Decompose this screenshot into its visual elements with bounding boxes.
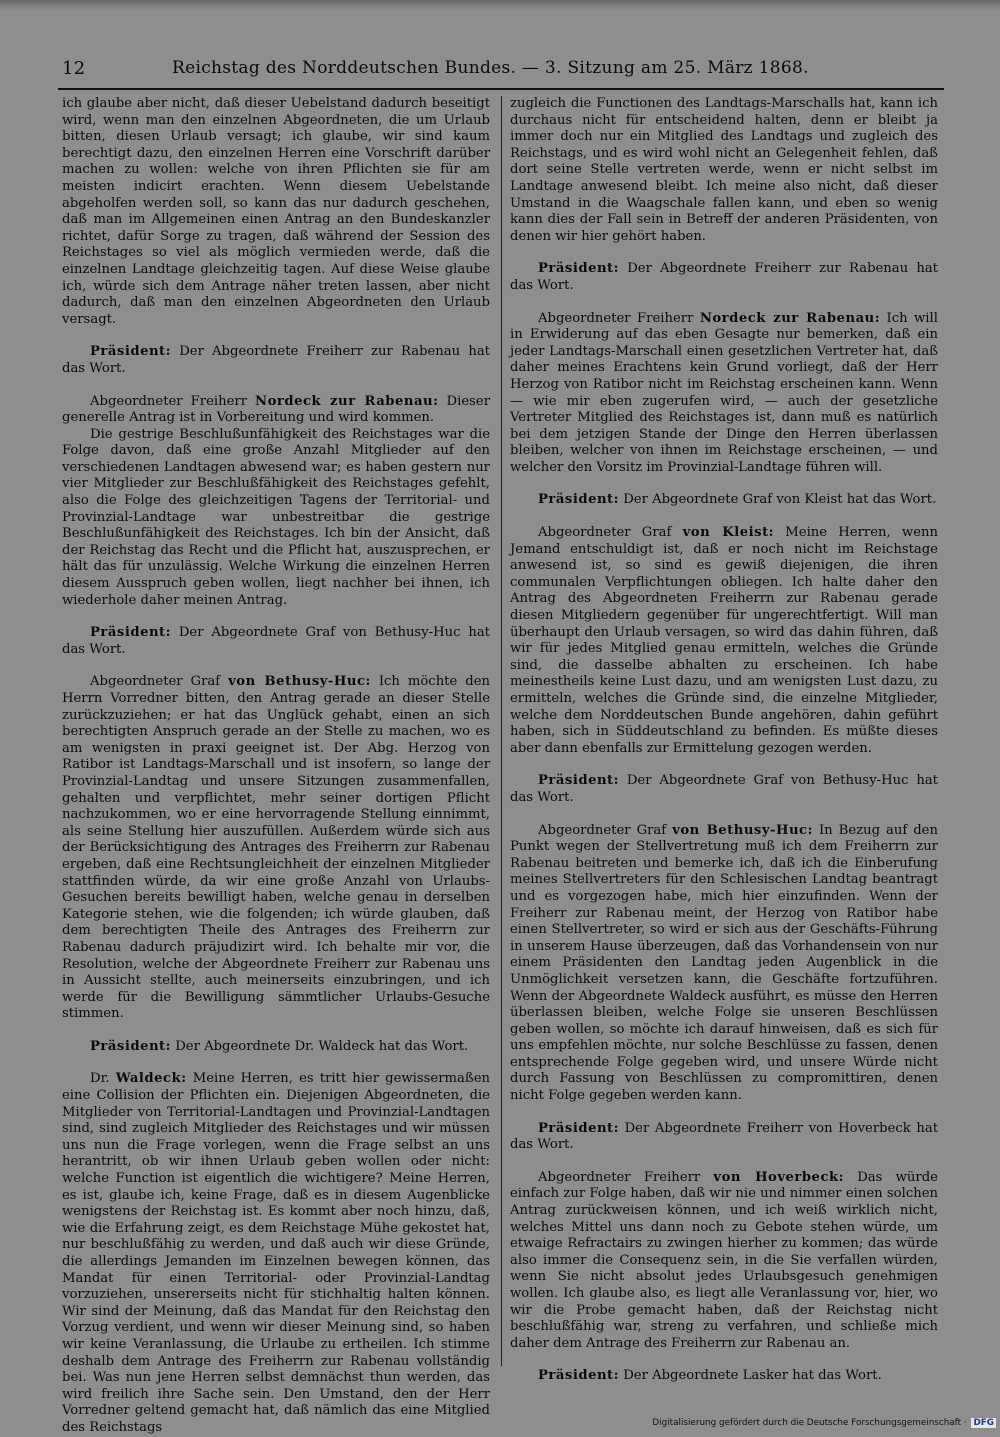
credit-text: Digitalisierung gefördert durch die Deutsche Forschungsgemeinschaft — [652, 1418, 962, 1428]
speech-paragraph — [510, 773, 938, 806]
speaker-prefix: Dr. — [90, 1071, 110, 1087]
speech-text: Dieser generelle Antrag ist in Vorbereitung und wird kommen. — [62, 393, 491, 426]
column-rule — [501, 96, 502, 1366]
speech-text: Der Abgeordnete Lasker hat das Wort. — [623, 1368, 882, 1384]
speaker-name: Präsident: — [538, 1120, 620, 1136]
speech-text: Meine Herren, es tritt hier gewissermaßen eine Collision der Pflichten ein. Diejenigen Abgeordneten, die Mitglieder von Territorial-Landtagen und Provinzial-Landtagen sind, sind zugleich Mitglieder des Reichstages und wir müssen uns nun die Frage vorlegen, wenn die Frage selbst an uns herantritt, ob wir ihnen Urlaub geben wollen oder nicht: welche Function ist eigentlich die wichtigere? Meine Herren, es ist, glaube ich, keine Frage, daß es in diesem Augenblicke wenigstens der Reichstag ist. Es kommt aber noch hinzu, daß, wie die Erfahrung zeigt, es dem Reichstage Mühe gekostet hat, nur beschlußfähig zu werden, und daß auch wir diese Gründe, die allerdings Jemanden im Einzelnen bewegen können, das Mandat für einen Territorial- oder Provinzial-Landtag vorzuziehen, unsererseits nicht für stichhaltig halten können. Wir sind der Meinung, daß das Mandat für den Reichstag den Vorzug verdient, und wenn wir dieser Meinung sind, so haben wir keine Veranlassung, die Urlaube zu ertheilen. Ich stimme deshalb dem Antrage des Freiherrn zur Rabenau vollständig bei. Was nun jene Herren selbst demnächst thun werden, das wird freilich ihre Sache sein. Den Umstand, den der Herr Vorredner geltend gemacht hat, daß nämlich das eine Mitglied des Reichstags — [62, 1071, 490, 1435]
paragraph — [62, 96, 490, 328]
speech-text: Der Abgeordnete Graf von Bethusy-Huc hat das Wort. — [62, 625, 490, 657]
header-rule — [58, 88, 944, 90]
speech-paragraph — [62, 625, 490, 658]
speaker-name: Präsident: — [90, 344, 172, 360]
speech-paragraph — [62, 674, 490, 1022]
speech-text: Meine Herren, wenn Jemand entschuldigt ist, daß er noch nicht im Reichstage anwesend ist, so sind es gewiß diejenigen, die ihren communalen Verpflichtungen obliegen. Ich halte daher den Antrag des Abgeordneten Freiherrn zur Rabenau gerade diesen Mitgliedern gegenüber für ungerechtfertigt. Will man überhaupt den Urlaub versagen, so wird das dahin führen, daß wir für jedes Mitglied genau ermitteln, welches die Gründe sind, die dasselbe abhalten zu erscheinen. Ich habe meinestheils keine Lust dazu, und am wenigsten Lust dazu, zu ermitteln, welches die Gründe sind, die einzelne Mitglieder, welche dem Norddeutschen Bunde angehören, dahin geführt haben, sich in Süddeutschland zu befinden. Es müßte dieses aber dann ebenfalls zur Ermittelung gezogen werden. — [510, 525, 938, 756]
speaker-prefix: Abgeordneter Graf — [538, 822, 667, 838]
scan-edge — [0, 0, 1000, 10]
speaker-name: Präsident: — [538, 773, 620, 789]
speech-paragraph — [510, 492, 938, 509]
right-column — [510, 96, 938, 1384]
speech-text: Das würde einfach zur Folge haben, daß wir nie und nimmer einen solchen Antrag zurückweisen können, und ich weiß wirklich nicht, welches Mittel uns dann noch zu Gebote stehen würde, um etwaige Refractairs zu zwingen hierher zu kommen; das würde also immer die Consequenz sein, in die Sie verfallen würden, wenn Sie nicht absolut jedes Urlaubsgesuch genehmigen wollen. Ich glaube also, es liegt alle Veranlassung vor, hier, wo wir die Probe gemacht haben, daß der Reichstag nicht beschlußfähig war, streng zu verfahren, und schließe mich daher dem Antrage des Freiherrn zur Rabenau an. — [510, 1169, 938, 1351]
speaker-prefix: Abgeordneter Freiherr — [538, 1169, 701, 1185]
speech-text: Der Abgeordnete Freiherr zur Rabenau hat das Wort. — [510, 261, 938, 293]
speaker-prefix: Abgeordneter Freiherr — [90, 393, 248, 409]
speech-paragraph — [510, 525, 938, 757]
speaker-name: Präsident: — [90, 1038, 172, 1054]
speaker-prefix: Abgeordneter Graf — [90, 674, 221, 690]
speech-paragraph — [510, 1170, 938, 1353]
speaker-name: von Kleist: — [682, 525, 775, 541]
paragraph — [62, 427, 490, 610]
speech-paragraph — [510, 261, 938, 294]
page-header — [62, 56, 942, 86]
speaker-prefix: Abgeordneter Freiherr — [538, 310, 694, 326]
speaker-name: von Bethusy-Huc: — [228, 674, 371, 690]
speech-text: Der Abgeordnete Dr. Waldeck hat das Wort. — [175, 1038, 469, 1054]
speech-text: Ich möchte den Herrn Vorredner bitten, den Antrag gerade an dieser Stelle zurückzuziehen; er hat das Unglück gehabt, einen an sich berechtigten Anspruch gerade an der Stelle zu machen, wo es am wenigsten in praxi geeignet ist. Der Abg. Herzog von Ratibor ist Landtags-Marschall und ist insofern, so lange der Provinzial-Landtag und unsere Sitzungen zusammenfallen, gehalten und verpflichtet, mehr seiner dortigen Pflicht nachzukommen, wo er eine hervorragende Stellung einnimmt, als seine Stellung hier auszufüllen. Außerdem würde sich aus der Berücksichtigung des Antrages des Freiherrn zur Rabenau ergeben, daß eine Rechtsungleichheit der einzelnen Mitglieder stattfinden würde, da wir eine große Anzahl von Urlaubs-Gesuchen bereits bewilligt haben, welche genau in derselben Kategorie stehen, wie die folgenden; ich würde glauben, daß dem berechtigten Theile des Antrages des Freiherrn zur Rabenau dadurch präjudizirt wird. Ich behalte mir vor, die Resolution, welche der Abgeordnete Freiherr zur Rabenau uns in Aussicht stellte, auch meinerseits einzubringen, und ich werde für die Bewilligung sämmtlicher Urlaubs-Gesuche stimmen. — [62, 674, 490, 1022]
speech-text: Der Abgeordnete Freiherr zur Rabenau hat das Wort. — [62, 344, 490, 376]
speaker-prefix: Abgeordneter Graf — [538, 525, 672, 541]
paragraph-text: ich glaube aber nicht, daß dieser Uebelstand dadurch beseitigt wird, wenn man den einzelnen Abgeordneten, die um Urlaub bitten, diesen Urlaub versagt; ich glaube, wir sind kaum berechtigt dazu, den einzelnen Herren eine Vorschrift darüber machen zu wollen: welche von ihren Pflichten sie für am meisten indicirt erachten. Wenn diesem Uebelstande abgeholfen werden soll, so kann das nur dadurch geschehen, daß man im Allgemeinen einen Antrag an den Bundeskanzler richtet, dafür Sorge zu tragen, daß während der Session des Reichstages so viel als möglich vermieden werde, daß die einzelnen Landtage gleichzeitig tagen. Auf diese Weise glaube ich, würde sich dem Antrage näher treten lassen, aber nicht dadurch, daß man den einzelnen Abgeordneten den Urlaub versagt. — [62, 96, 490, 327]
speaker-name: Präsident: — [538, 1368, 620, 1384]
dfg-logo: DFG — [973, 1418, 994, 1428]
speaker-name: Nordeck zur Rabenau: — [699, 310, 881, 326]
left-column — [62, 96, 491, 1435]
speaker-name: Waldeck: — [115, 1071, 187, 1087]
speech-text: Der Abgeordnete Graf von Kleist hat das Wort. — [623, 492, 937, 508]
speech-paragraph — [510, 311, 938, 477]
speech-paragraph — [510, 1121, 938, 1154]
speaker-name: Präsident: — [538, 261, 620, 277]
speech-paragraph — [510, 1368, 938, 1385]
page-number: 12 — [62, 58, 86, 79]
speech-text: Ich will in Erwiderung auf das eben Gesagte nur bemerken, daß ein jeder Landtags-Marschall einen gesetzlichen Vertreter hat, daß daher meines Erachtens kein Grund vorliegt, daß der Herr Herzog von Ratibor nicht im Reichstag erscheinen kann. Wenn — wie mir eben zugerufen wird, — auch der gesetzliche Vertreter Mitglied des Reichstages ist, dann muß es natürlich bei dem jetzigen Stande der Dinge den Herren überlassen bleiben, welcher von ihnen im Reichstage erscheinen, — und welcher den Vorsitz im Provinzial-Landtage führen will. — [510, 310, 938, 475]
speech-paragraph — [62, 394, 490, 427]
speaker-name: Nordeck zur Rabenau: — [255, 393, 439, 409]
speech-paragraph — [62, 1039, 490, 1056]
digitization-credit: Digitalisierung gefördert durch die Deutsche Forschungsgemeinschaft · DFG — [652, 1418, 994, 1428]
speech-text: Der Abgeordnete Freiherr von Hoverbeck hat das Wort. — [510, 1120, 938, 1153]
speaker-name: von Hoverbeck: — [713, 1169, 844, 1185]
speaker-name: von Bethusy-Huc: — [672, 822, 813, 838]
speaker-name: Präsident: — [90, 625, 172, 641]
speech-text: Der Abgeordnete Graf von Bethusy-Huc hat das Wort. — [510, 773, 938, 805]
paragraph-text: zugleich die Functionen des Landtags-Marschalls hat, kann ich durchaus nicht für entscheidend halten, denn er bleibt ja immer doch nur ein Mitglied des Landtags und zugleich des Reichstags, und es wird wohl nicht an Gelegenheit fehlen, daß dort seine Stelle vertreten werde, wenn er nicht selbst im Landtage anwesend bleibt. Ich meine also nicht, daß dieser Umstand in die Waagschale fallen kann, und eben so wenig kann dies der Fall sein in Betreff der anderen Präsidenten, von denen wir hier gehört haben. — [510, 96, 938, 244]
speaker-name: Präsident: — [538, 492, 620, 508]
speech-paragraph — [510, 823, 938, 1105]
speech-paragraph — [62, 344, 490, 377]
paragraph — [510, 96, 938, 245]
paragraph-text: Die gestrige Beschlußunfähigkeit des Reichstages war die Folge davon, daß eine große Anzahl Mitglieder auf den verschiedenen Landtagen abwesend war; es haben gestern nur vier Mitglieder zur Beschlußfähigkeit des Reichstages gefehlt, also die Folge des gleichzeitigen Tagens der Territorial- und Provinzial-Landtage war unbestreitbar die gestrige Beschlußunfähigkeit des Reichstages. Ich bin der Ansicht, daß der Reichstag das Recht und die Pflicht hat, auszusprechen, er hält das für unzulässig. Welche Wirkung die einzelnen Herren diesem Ausspruch geben wollen, liegt nachher bei ihnen, ich wiederhole daher meinen Antrag. — [62, 426, 490, 608]
speech-text: In Bezug auf den Punkt wegen der Stellvertretung muß ich dem Freiherrn zur Rabenau beitreten und bemerke ich, daß ich die Einberufung meines Stellvertreters für den Schlesischen Landtag beantragt und es vorgezogen habe, mich hier einzufinden. Wenn der Freiherr zur Rabenau meint, der Herzog von Ratibor habe einen Stellvertreter, so wird er sich aus der Geschäfts-Führung in unserem Hause überzeugen, daß das Vorhandensein von nur einem Präsidenten den Landtag jeden Augenblick in die Unmöglichkeit versetzen kann, die Geschäfte fortzuführen. Wenn der Abgeordnete Waldeck ausführt, es müsse den Herren überlassen bleiben, welche Folge sie unseren Beschlüssen geben wollen, so möchte ich darauf hinweisen, daß es sich für uns empfehlen möchte, nur solche Beschlüsse zu fassen, denen entsprechende Folge gegeben wird, und unsere Würde nicht durch Fassung von Beschlüssen zu compromittiren, denen nicht Folge gegeben werden kann. — [510, 822, 938, 1104]
speech-paragraph — [62, 1071, 490, 1436]
running-title: Reichstag des Norddeutschen Bundes. — 3. Sitzung am 25. März 1868. — [172, 58, 809, 78]
